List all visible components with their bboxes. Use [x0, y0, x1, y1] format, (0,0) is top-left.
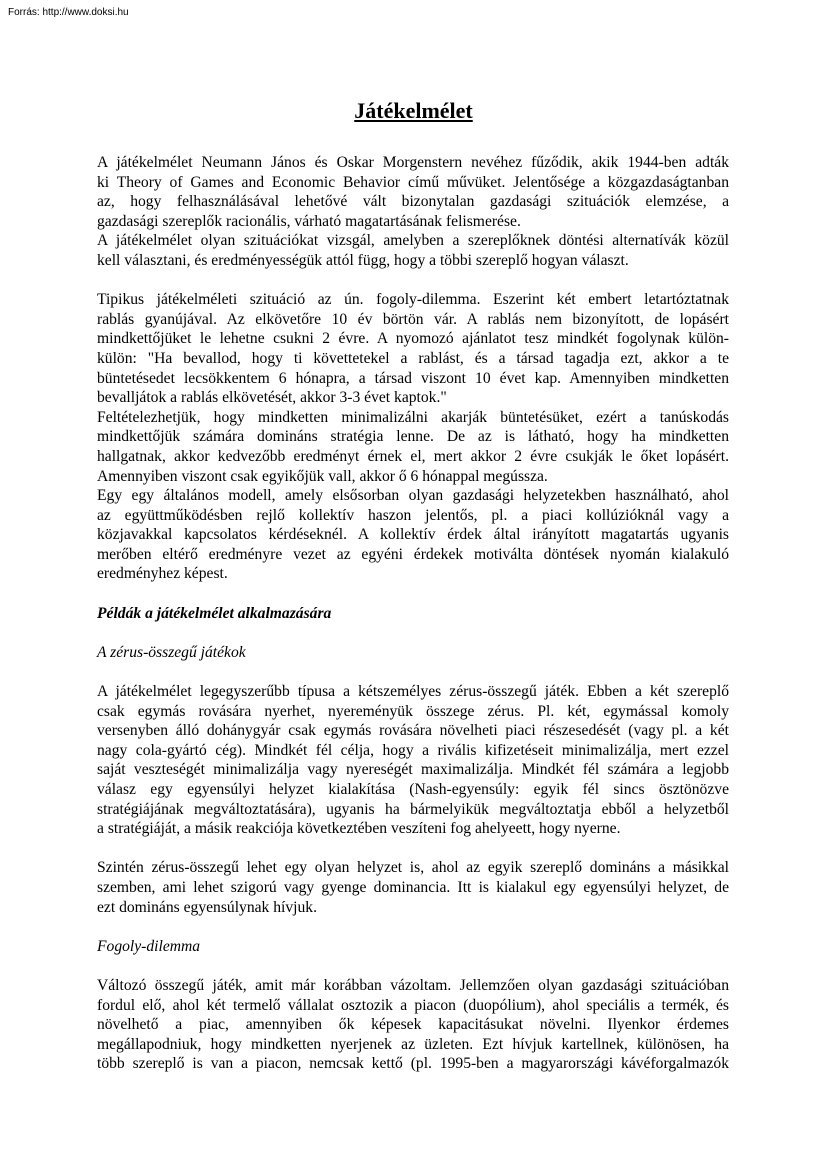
text-line: szemben, ami lehet szigorú vagy gyenge dominancia. Itt is kialakul egy egyensúlyi helyzet, de — [97, 878, 729, 896]
text-line: több szereplő is van a piacon, nemcsak kettő (pl. 1995-ben a magyarországi kávéforgalmazók — [97, 1055, 729, 1073]
zero-sum-paragraph-1 — [97, 682, 729, 839]
text-line: bevalljátok a rablás elkövetését, akkor 3-3 évet kaptok." — [97, 389, 447, 407]
text-line: Változó összegű játék, amit már korábban vázoltam. Jellemzően olyan gazdasági szituációban — [97, 976, 729, 994]
paragraph-gap — [97, 917, 729, 937]
text-line: megállapodniuk, hogy mindketten nyerjenek az üzleten. Ezt hívjuk kartellnek, különösen, ha — [97, 1035, 729, 1053]
paragraph-gap — [97, 839, 729, 859]
text-line: saját veszteségét minimalizálja vagy nyereségét maximalizálja. Mindkét fél számára a legjobb — [97, 761, 729, 779]
dilemma-paragraph-1 — [97, 290, 729, 408]
paragraph-gap — [97, 956, 729, 976]
text-line: eredményhez képest. — [97, 565, 228, 583]
page-title: Játékelmélet — [354, 98, 473, 123]
text-line: mindkettőjük számára domináns stratégia lenne. De az is látható, hogy ha mindketten — [97, 428, 729, 446]
prisoner-paragraph-1 — [97, 976, 729, 1074]
text-line: Tipikus játékelméleti szituáció az ún. fogoly-dilemma. Eszerint két embert letartóztatnak — [97, 291, 729, 309]
source-label: Forrás: http://www.doksi.hu — [8, 7, 129, 18]
dilemma-paragraph-3 — [97, 486, 729, 584]
text-line: kell választani, és eredményességük attól függ, hogy a többi szereplő hogyan választ. — [97, 251, 629, 269]
text-line: ki Theory of Games and Economic Behavior című művüket. Jelentősége a közgazdaságtanban — [97, 173, 729, 191]
text-line: A játékelmélet olyan szituációkat vizsgál, amelyben a szereplőknek döntési alternatívák közül — [97, 232, 729, 250]
text-line: válasz egy egyensúlyi helyzet kialakítása (Nash-egyensúly: egyik fél sincs ösztönözve — [97, 781, 729, 798]
text-line: merőben eltérő eredményre vezet az egyéni érdekek motiválta döntések nyomán kialakuló — [97, 545, 729, 563]
text-line: Amennyiben viszont csak egyikőjük vall, akkor ő 6 hónappal megússza. — [97, 467, 548, 485]
text-line: Feltételezhetjük, hogy mindketten minimalizálni akarják büntetésüket, ezért a tanúskodás — [97, 408, 729, 426]
text-line: gazdasági szereplők racionális, várható magatartásának felismerése. — [97, 212, 521, 230]
text-line: ezt domináns egyensúlynak hívjuk. — [97, 898, 318, 916]
paragraph-gap — [97, 271, 729, 291]
text-line: az együttműködésben rejlő kollektív haszon jelentős, pl. a piaci kollúzióknál vagy a — [97, 506, 729, 524]
subsection-heading-prisoner: Fogoly-dilemma — [97, 937, 201, 955]
section-heading: Példák a játékelmélet alkalmazására — [97, 604, 332, 622]
text-line: a stratégiáját, a másik reakciója következtében veszíteni fog ahelyeett, hogy nyerne. — [97, 820, 621, 838]
document-body — [97, 153, 729, 1074]
text-line: hallgatnak, akkor kedvezőbb eredményt érnek el, mert akkor 2 évre csukják le őket lopásért. — [97, 447, 729, 465]
dilemma-paragraph-2 — [97, 408, 729, 486]
intro-paragraph-1 — [97, 153, 729, 231]
subsection-heading-zero-sum: A zérus-összegű játékok — [97, 643, 246, 661]
text-line: külön: "Ha bevallod, hogy ti követtetekel a rablást, és a társad tagadja ezt, akkor a te — [97, 349, 729, 367]
paragraph-gap — [97, 623, 729, 643]
text-line: növelhető a piac, amennyiben ők képesek kapacitásukat növelni. Ilyenkor érdemes — [97, 1016, 729, 1034]
text-line: stratégiájának megváltoztatására), ugyanis ha bármelyikük megváltoztatja ebből a helyzetből — [97, 800, 729, 818]
text-line: csak egymás rovására nyerhet, nyereményük összege zérus. Pl. két, egymással komoly — [97, 702, 729, 720]
text-line: A játékelmélet Neumann János és Oskar Morgenstern nevéhez fűződik, akik 1944-ben adták — [97, 154, 729, 171]
text-line: közjavakkal kapcsolatos kérdéseknél. A kollektív érdek által irányított magatartás ugyanis — [97, 526, 729, 544]
text-line: A játékelmélet legegyszerűbb típusa a kétszemélyes zérus-összegű játék. Ebben a két szereplő — [97, 683, 729, 701]
intro-paragraph-2 — [97, 231, 729, 270]
text-line: rablás gyanújával. Az elkövetőre 10 év börtön vár. A rablás nem bizonyított, de lopásért — [97, 310, 729, 328]
paragraph-gap — [97, 584, 729, 604]
text-line: büntetésedet lecsökkentem 6 hónapra, a társad viszont 10 évet kap. Amennyiben mindketten — [97, 369, 729, 387]
text-line: nagy cola-gyártó cég). Mindkét fél célja, hogy a rivális kifizetéseit minimalizálja, mert ezzel — [97, 741, 729, 759]
text-line: Egy egy általános modell, amely elsősorban olyan gazdasági helyzetekben használható, ahol — [97, 487, 729, 505]
text-line: az, hogy felhasználásával lehetővé vált bizonytalan gazdasági szituációk elemzése, a — [97, 193, 729, 211]
text-line: fordul elő, ahol két termelő vállalat osztozik a piacon (duopólium), ahol speciális a termék, és — [97, 996, 729, 1014]
text-line: versenyben álló dohánygyár csak egymás rovására növelheti piaci részesedését (vagy pl. a két — [97, 722, 729, 740]
text-line: Szintén zérus-összegű lehet egy olyan helyzet is, ahol az egyik szereplő domináns a másikkal — [97, 859, 729, 877]
zero-sum-paragraph-2 — [97, 858, 729, 917]
paragraph-gap — [97, 662, 729, 682]
text-line: mindkettőjüket le lehetne csukni 2 évre. A nyomozó ajánlatot tesz mindkét fogolynak külön- — [97, 330, 729, 348]
